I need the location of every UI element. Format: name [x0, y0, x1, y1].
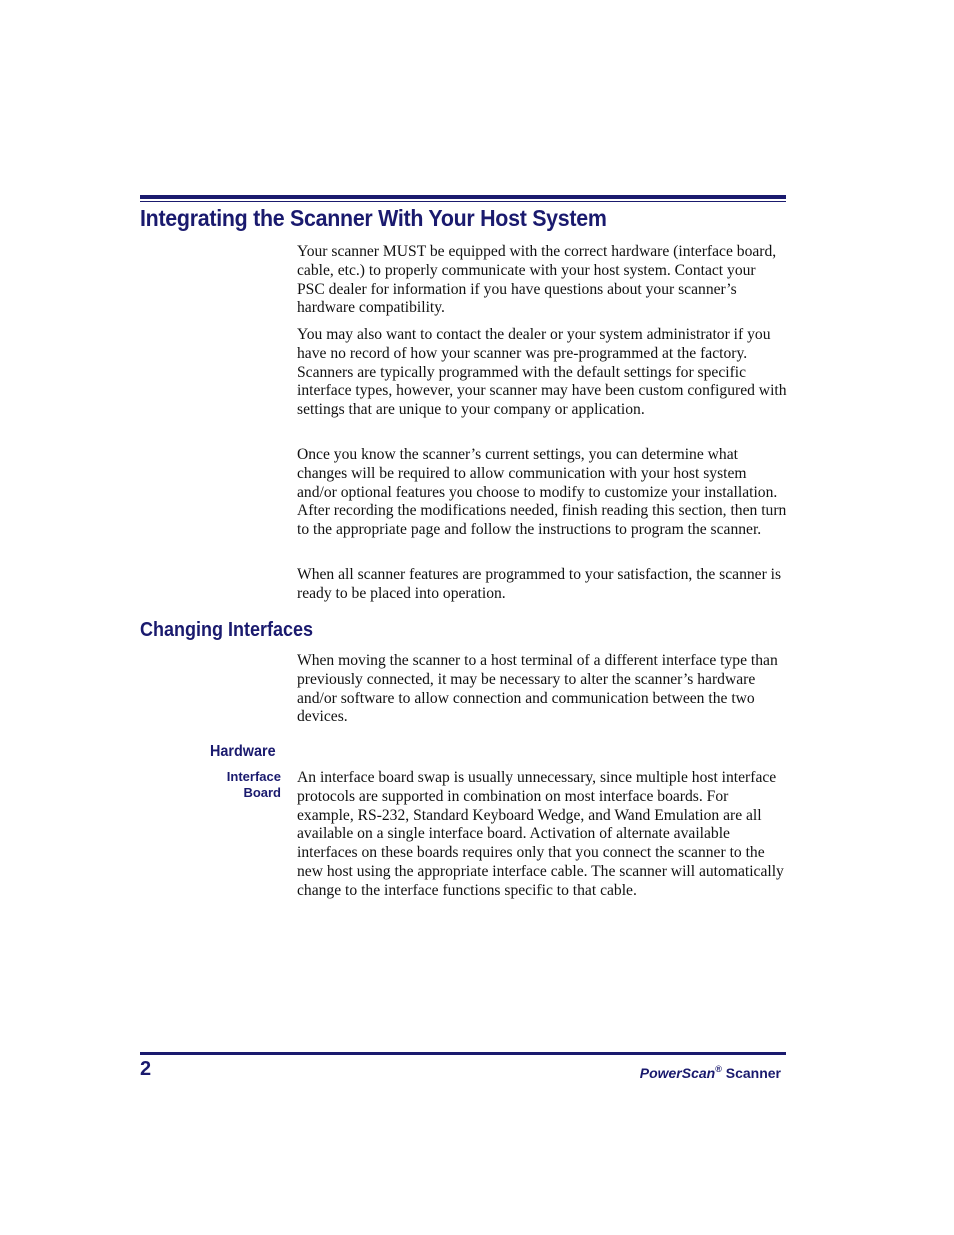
paragraph-contact-dealer: You may also want to contact the dealer or your system administrator if you have no record of how your scanner was pre-programmed at the factory. Scanners are typically programmed with the default settings for specific interface types, however, your scanner may have been custom configured with settings that are unique to your company or application.	[297, 326, 787, 419]
paragraph-ready-operation: When all scanner features are programmed to your satisfaction, the scanner is ready to be placed into operation.	[297, 566, 782, 602]
paragraph-interface-board-swap: An interface board swap is usually unnecessary, since multiple host interface protocols are supported in combination on most interface boards. For example, RS-232, Standard Keyboard Wedge, and Wand Emulation are all available on a single interface board. Activation of alternate available interfaces on these boards requires only that you connect the scanner to the new host using the appropriate interface cable. The scanner will automatically change to the interface functions specific to that cable.	[297, 769, 784, 899]
section-title: Integrating the Scanner With Your Host System	[140, 205, 607, 231]
registered-mark: ®	[715, 1064, 722, 1074]
side-label-line-2: Board	[243, 785, 281, 800]
paragraph-current-settings: Once you know the scanner’s current settings, you can determine what changes will be required to allow communication with your host system and/or optional features you choose to modify to customize your installation. After recording the modifications needed, finish reading this section, then turn to the appropriate page and follow the instructions to program the scanner.	[297, 446, 787, 539]
footer-rule	[140, 1052, 786, 1055]
subsection-title-hardware: Hardware	[210, 743, 276, 760]
side-label-interface-board	[196, 769, 281, 801]
top-rule-thick	[140, 195, 786, 199]
paragraph-moving-scanner: When moving the scanner to a host terminal of a different interface type than previously connected, it may be necessary to alter the scanner’s hardware and/or software to allow connection and communication between the two devices.	[297, 652, 778, 726]
paragraph-hardware-requirement: Your scanner MUST be equipped with the correct hardware (interface board, cable, etc.) to properly communicate with your host system. Contact your PSC dealer for information if you have questions about your scanner’s hardware compatibility.	[297, 243, 777, 317]
subsection-title-changing-interfaces: Changing Interfaces	[140, 619, 314, 641]
footer-product-title	[640, 1059, 781, 1083]
footer-product-name: PowerScan	[639, 1065, 716, 1081]
page-number: 2	[140, 1058, 152, 1080]
side-label-line-1: Interface	[226, 769, 281, 784]
footer-product-suffix: Scanner	[721, 1065, 781, 1081]
